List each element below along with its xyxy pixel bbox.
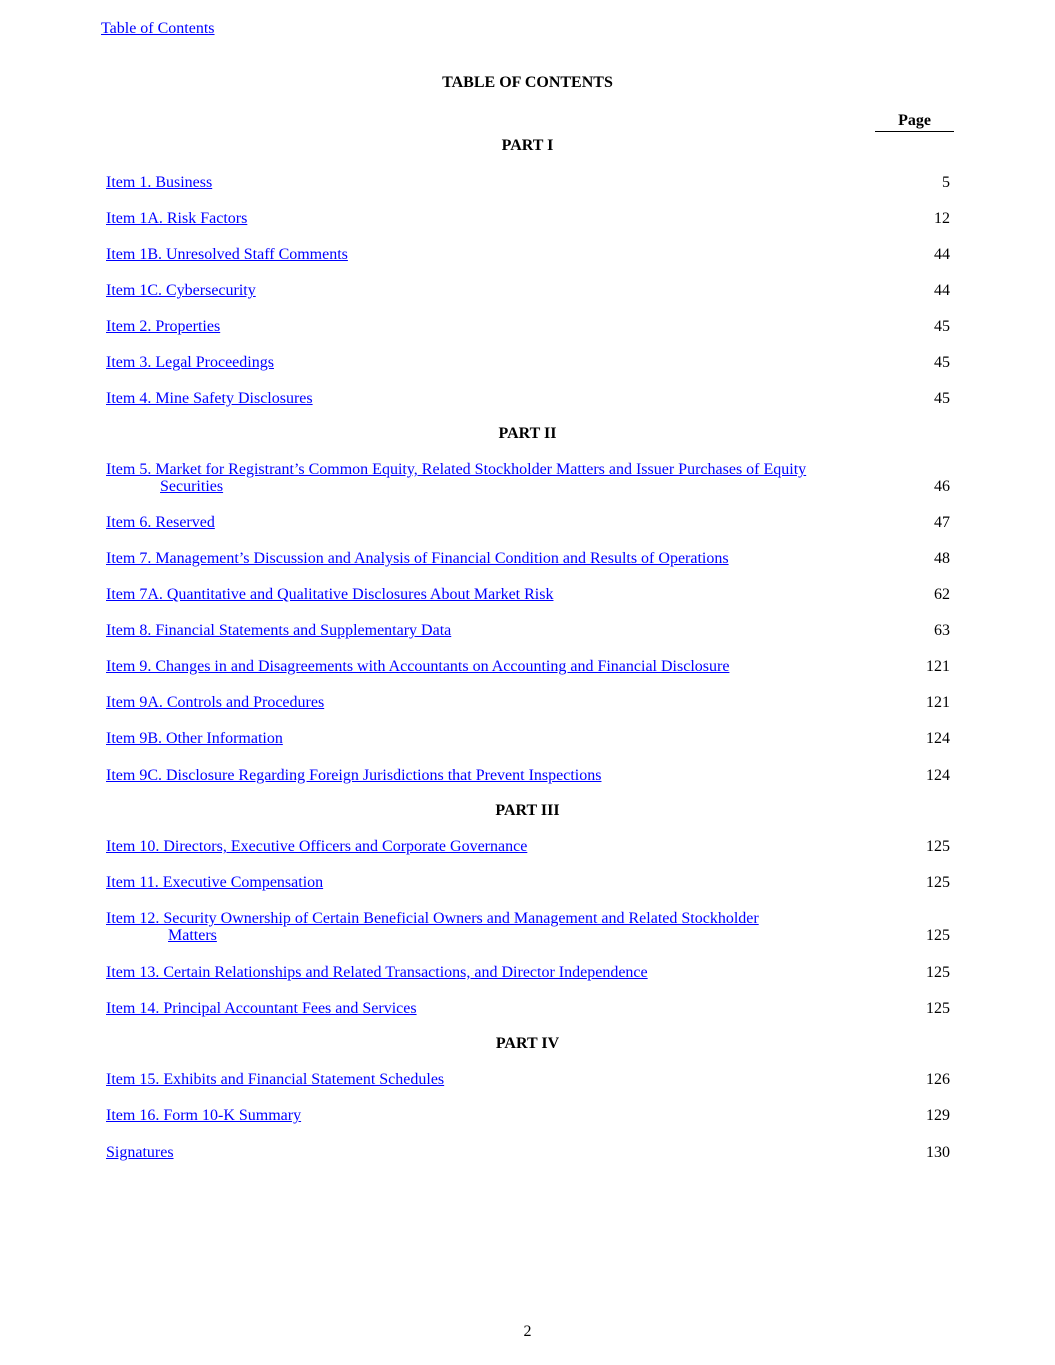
part-heading: PART I [501,137,554,154]
toc-page-number: 125 [926,838,950,855]
toc-link[interactable] [106,910,950,944]
toc-link[interactable]: Signatures [106,1144,174,1161]
toc-link[interactable]: Item 14. Principal Accountant Fees and Services [106,1000,417,1017]
toc-row [106,964,950,981]
toc-row [106,1144,950,1161]
toc-page-number: 5 [942,174,950,191]
toc-page-number: 44 [934,282,950,299]
toc-page-number: 45 [934,318,950,335]
toc-link[interactable]: Item 4. Mine Safety Disclosures [106,390,313,407]
toc-link[interactable]: Item 8. Financial Statements and Supplementary Data [106,622,452,639]
toc-link[interactable] [106,461,950,495]
toc-link[interactable]: Item 7. Management’s Discussion and Analysis of Financial Condition and Results of Operations [106,550,729,567]
toc-page-number: 48 [934,550,950,567]
toc-link[interactable]: Item 1B. Unresolved Staff Comments [106,246,348,263]
toc-link[interactable]: Item 9. Changes in and Disagreements with Accountants on Accounting and Financial Disclosure [106,658,730,675]
toc-page-number: 121 [926,694,950,711]
toc-row [106,246,950,263]
toc-page-number: 124 [926,767,950,784]
toc-link[interactable]: Item 3. Legal Proceedings [106,354,274,371]
toc-row [106,318,950,335]
toc-row [106,282,950,299]
toc-row [106,838,950,855]
toc-link[interactable]: Item 1A. Risk Factors [106,210,248,227]
toc-row [106,767,950,784]
toc-page-number: 130 [926,1144,950,1161]
page-column-header: Page [875,112,954,132]
part-heading: PART II [498,425,557,442]
toc-row [106,550,950,567]
toc-link[interactable]: Item 9C. Disclosure Regarding Foreign Jurisdictions that Prevent Inspections [106,767,602,784]
toc-page-number: 62 [934,586,950,603]
toc-page-number: 44 [934,246,950,263]
toc-page-number: 63 [934,622,950,639]
toc-page-number: 47 [934,514,950,531]
toc-row [106,658,950,675]
toc-page-number: 126 [926,1071,950,1088]
toc-row [106,174,950,191]
toc-page-number: 125 [926,964,950,981]
toc-link-continuation: Securities [160,478,224,495]
toc-row [106,622,950,639]
toc-row [106,514,950,531]
toc-page-number: 129 [926,1107,950,1124]
toc-page-number: 124 [926,730,950,747]
toc-row [106,461,950,495]
toc-page-number: 125 [926,927,950,944]
toc-link-text: Item 12. Security Ownership of Certain Beneficial Owners and Management and Related Stockholder [106,910,759,927]
part-heading: PART IV [495,1035,560,1052]
toc-row [106,730,950,747]
toc-link[interactable]: Item 7A. Quantitative and Qualitative Disclosures About Market Risk [106,586,554,603]
toc-link[interactable]: Item 1. Business [106,174,213,191]
toc-link[interactable]: Item 6. Reserved [106,514,215,531]
toc-link[interactable]: Item 1C. Cybersecurity [106,282,256,299]
toc-row [106,1000,950,1017]
toc-row [106,694,950,711]
toc-row [106,1071,950,1088]
toc-page-number: 45 [934,390,950,407]
toc-row [106,1107,950,1124]
toc-page-number: 45 [934,354,950,371]
toc-row [106,874,950,891]
toc-link[interactable]: Item 16. Form 10-K Summary [106,1107,302,1124]
toc-link[interactable]: Item 2. Properties [106,318,221,335]
table-of-contents-link[interactable]: Table of Contents [101,20,215,37]
toc-row [106,210,950,227]
toc-row [106,390,950,407]
toc-link-text: Item 5. Market for Registrant’s Common Equity, Related Stockholder Matters and Issuer Purchases of Equity [106,461,807,478]
page-title: TABLE OF CONTENTS [442,74,613,91]
toc-link[interactable]: Item 13. Certain Relationships and Related Transactions, and Director Independence [106,964,648,981]
toc-link[interactable]: Item 9B. Other Information [106,730,283,747]
toc-row [106,586,950,603]
page-number: 2 [523,1323,532,1340]
toc-link[interactable]: Item 10. Directors, Executive Officers and Corporate Governance [106,838,528,855]
toc-row [106,354,950,371]
toc-page-number: 121 [926,658,950,675]
toc-page-number: 12 [934,210,950,227]
toc-page-number: 125 [926,1000,950,1017]
toc-link[interactable]: Item 9A. Controls and Procedures [106,694,325,711]
toc-link[interactable]: Item 15. Exhibits and Financial Statement Schedules [106,1071,445,1088]
toc-page-number: 125 [926,874,950,891]
part-heading: PART III [495,802,560,819]
toc-row [106,910,950,944]
toc-link-continuation: Matters [168,927,217,944]
toc-page-number: 46 [934,478,950,495]
toc-link[interactable]: Item 11. Executive Compensation [106,874,324,891]
